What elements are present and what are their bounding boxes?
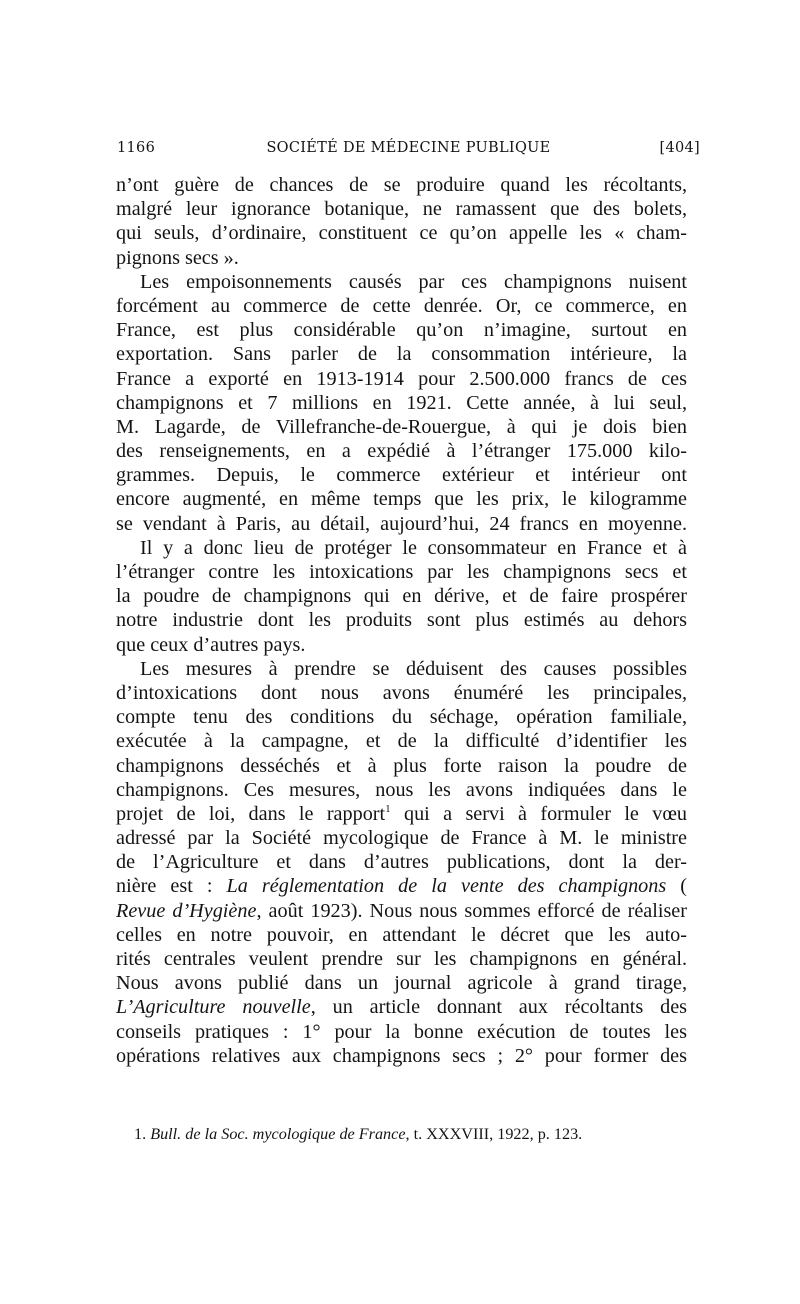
text-line: grammes. Depuis, le commerce extérieur et intérieur ont	[116, 464, 687, 487]
text-line	[116, 802, 687, 826]
text-line: Nous avons publié dans un journal agricole à grand tirage,	[116, 972, 687, 995]
footnote-number: 1.	[134, 1125, 147, 1143]
text-line: compte tenu des conditions du séchage, opération familiale,	[116, 706, 687, 729]
text-line: encore augmenté, en même temps que les prix, le kilogramme	[116, 488, 687, 511]
text-segment: (	[680, 875, 687, 898]
text-line: Les empoisonnements causés par ces champignons nuisent	[140, 270, 687, 293]
text-segment: qui a servi à formuler le vœu	[403, 802, 688, 825]
text-line: notre industrie dont les produits sont plus estimés au dehors	[116, 609, 687, 632]
text-line	[116, 995, 687, 1019]
page-number: 1166	[117, 140, 156, 156]
text-segment: , août 1923). Nous nous sommes efforcé de réaliser	[256, 899, 687, 922]
text-line: France a exporté en 1913-1914 pour 2.500.000 francs de ces	[116, 367, 687, 390]
text-line: France, est plus considérable qu’on n’imagine, surtout en	[116, 319, 687, 342]
text-line	[116, 899, 687, 923]
text-line: la poudre de champignons qui en dérive, et de faire prospérer	[116, 585, 687, 608]
footnote-details: , t. XXXVIII, 1922, p. 123.	[405, 1125, 583, 1143]
body-text	[116, 173, 687, 1068]
text-line: des renseignements, en a expédié à l’étranger 175.000 kilo-	[116, 440, 687, 463]
running-title: SOCIÉTÉ DE MÉDECINE PUBLIQUE	[266, 140, 551, 156]
text-line: exécutée à la campagne, et de la difficulté d’identifier les	[116, 730, 687, 753]
text-line: se vendant à Paris, au détail, aujourd’hui, 24 francs en moyenne.	[116, 512, 687, 535]
text-line: qui seuls, d’ordinaire, constituent ce qu’on appelle les « cham-	[116, 222, 687, 245]
text-line: Les mesures à prendre se déduisent des causes possibles	[140, 657, 687, 680]
text-line: malgré leur ignorance botanique, ne ramassent que des bolets,	[116, 198, 687, 221]
text-line: que ceux d’autres pays.	[116, 633, 306, 656]
text-line: d’intoxications dont nous avons énuméré les principales,	[116, 681, 687, 704]
text-line: opérations relatives aux champignons secs ; 2° pour former des	[116, 1044, 687, 1067]
text-line: conseils pratiques : 1° pour la bonne exécution de toutes les	[116, 1020, 687, 1043]
text-line	[116, 874, 687, 898]
text-line: pignons secs ».	[116, 246, 239, 269]
text-line: champignons et 7 millions en 1921. Cette année, à lui seul,	[116, 391, 687, 414]
text-line: champignons. Ces mesures, nous les avons indiquées dans le	[116, 778, 687, 801]
text-line: de l’Agriculture et dans d’autres publications, dont la der-	[116, 851, 687, 874]
text-line: l’étranger contre les intoxications par les champignons secs et	[116, 561, 687, 583]
text-line: Il y a donc lieu de protéger le consommateur en France et à	[140, 536, 687, 559]
text-line: M. Lagarde, de Villefranche-de-Rouergue, à qui je dois bien	[116, 415, 687, 438]
text-line: adressé par la Société mycologique de France à M. le ministre	[116, 827, 687, 850]
text-line: forcément au commerce de cette denrée. Or, ce commerce, en	[116, 294, 687, 317]
footnote-reference: 1	[385, 802, 391, 815]
running-head	[117, 140, 700, 164]
text-line: celles en notre pouvoir, en attendant le décret que les auto-	[116, 923, 687, 946]
text-segment: projet de loi, dans le rapport	[116, 802, 386, 825]
text-segment: nière est :	[116, 875, 213, 898]
article-title: La réglementation de la vente des champignons	[226, 875, 667, 898]
text-segment: , un article donnant aux récoltants des	[310, 996, 688, 1019]
bracket-page-number: [404]	[659, 140, 700, 156]
text-line: n’ont guère de chances de se produire quand les récoltants,	[116, 174, 687, 196]
text-line: rités centrales veulent prendre sur les champignons en général.	[116, 948, 687, 970]
footnote	[134, 1124, 694, 1144]
footnote-source-title: Bull. de la Soc. mycologique de France	[150, 1125, 406, 1143]
newspaper-title: L’Agriculture nouvelle	[116, 996, 311, 1019]
text-line: exportation. Sans parler de la consommation intérieure, la	[116, 343, 687, 366]
journal-title: Revue d’Hygiène	[116, 899, 257, 922]
text-line: champignons desséchés et à plus forte raison la poudre de	[116, 754, 687, 777]
